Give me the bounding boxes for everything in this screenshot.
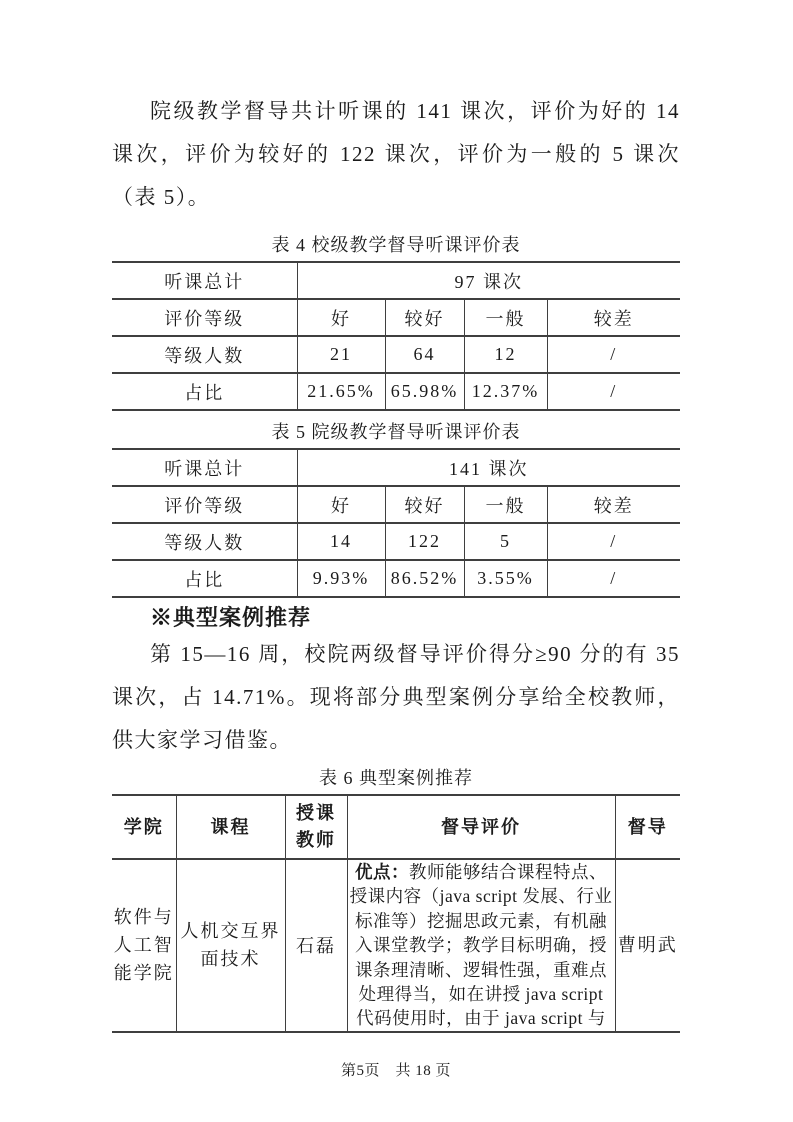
typical-cases-paragraph: 第 15—16 周，校院两级督导评价得分≥90 分的有 35 课次，占 14.71%。现将部分典型案例分享给全校教师，供大家学习借鉴。	[112, 642, 680, 752]
header-college: 学院	[112, 795, 176, 859]
total-value-cell: 97 课次	[297, 262, 680, 299]
table-row	[112, 262, 680, 299]
count-cell: /	[547, 523, 680, 560]
count-cell: 12	[464, 336, 547, 373]
table-row	[112, 299, 680, 336]
table-header-row	[112, 795, 680, 859]
total-value-cell: 141 课次	[297, 449, 680, 486]
grade-cell: 较好	[385, 486, 464, 523]
table-row	[112, 523, 680, 560]
grade-cell: 一般	[464, 486, 547, 523]
header-supervisor: 督导	[615, 795, 680, 859]
row-label-cell: 等级人数	[112, 523, 297, 560]
grade-cell: 较差	[547, 299, 680, 336]
teacher-cell: 石磊	[285, 859, 347, 1032]
percent-cell: 9.93%	[297, 560, 385, 597]
table-row	[112, 336, 680, 373]
table5-college-supervision	[112, 448, 680, 598]
table-row	[112, 560, 680, 597]
header-teacher: 授课教师	[285, 795, 347, 859]
evaluation-cell	[347, 859, 615, 1032]
grade-cell: 较好	[385, 299, 464, 336]
table5-caption: 表 5 院级教学督导听课评价表	[271, 422, 521, 442]
count-cell: 5	[464, 523, 547, 560]
section-heading-typical-cases: ※典型案例推荐	[150, 605, 312, 630]
table6-caption: 表 6 典型案例推荐	[319, 768, 473, 788]
college-cell: 软件与人工智能学院	[112, 859, 176, 1032]
intro-paragraph: 院级教学督导共计听课的 141 课次，评价为好的 14 课次，评价为较好的 122 课次，评价为一般的 5 课次（表 5）。	[112, 99, 680, 209]
header-course: 课程	[176, 795, 285, 859]
count-cell: 122	[385, 523, 464, 560]
total-label-cell: 听课总计	[112, 262, 297, 299]
percent-cell: 3.55%	[464, 560, 547, 597]
count-cell: /	[547, 336, 680, 373]
grade-cell: 一般	[464, 299, 547, 336]
course-cell: 人机交互界面技术	[176, 859, 285, 1032]
row-label-cell: 评价等级	[112, 486, 297, 523]
percent-cell: /	[547, 560, 680, 597]
row-label-cell: 占比	[112, 560, 297, 597]
percent-cell: 12.37%	[464, 373, 547, 410]
table-row	[112, 449, 680, 486]
percent-cell: 65.98%	[385, 373, 464, 410]
evaluation-label: 优点：	[355, 862, 409, 882]
count-cell: 14	[297, 523, 385, 560]
row-label-cell: 等级人数	[112, 336, 297, 373]
count-cell: 64	[385, 336, 464, 373]
table6-typical-cases	[112, 794, 680, 1033]
grade-cell: 较差	[547, 486, 680, 523]
supervisor-cell: 曹明武	[615, 859, 680, 1032]
percent-cell: 21.65%	[297, 373, 385, 410]
table-row	[112, 373, 680, 410]
count-cell: 21	[297, 336, 385, 373]
total-label-cell: 听课总计	[112, 449, 297, 486]
table4-school-supervision	[112, 261, 680, 411]
table-row	[112, 859, 680, 1032]
grade-cell: 好	[297, 299, 385, 336]
table4-caption: 表 4 校级教学督导听课评价表	[271, 235, 521, 255]
percent-cell: /	[547, 373, 680, 410]
percent-cell: 86.52%	[385, 560, 464, 597]
evaluation-text: 教师能够结合课程特点、授课内容（java script 发展、行业标准等）挖掘思政元素，有机融入课堂教学；教学目标明确，授课条理清晰、逻辑性强，重难点处理得当，如在讲授 java script 代码使用时，由于 java script 与	[349, 862, 613, 1029]
row-label-cell: 评价等级	[112, 299, 297, 336]
header-evaluation: 督导评价	[347, 795, 615, 859]
page-number-footer: 第5页 共 18 页	[340, 1062, 451, 1079]
grade-cell: 好	[297, 486, 385, 523]
row-label-cell: 占比	[112, 373, 297, 410]
table-row	[112, 486, 680, 523]
